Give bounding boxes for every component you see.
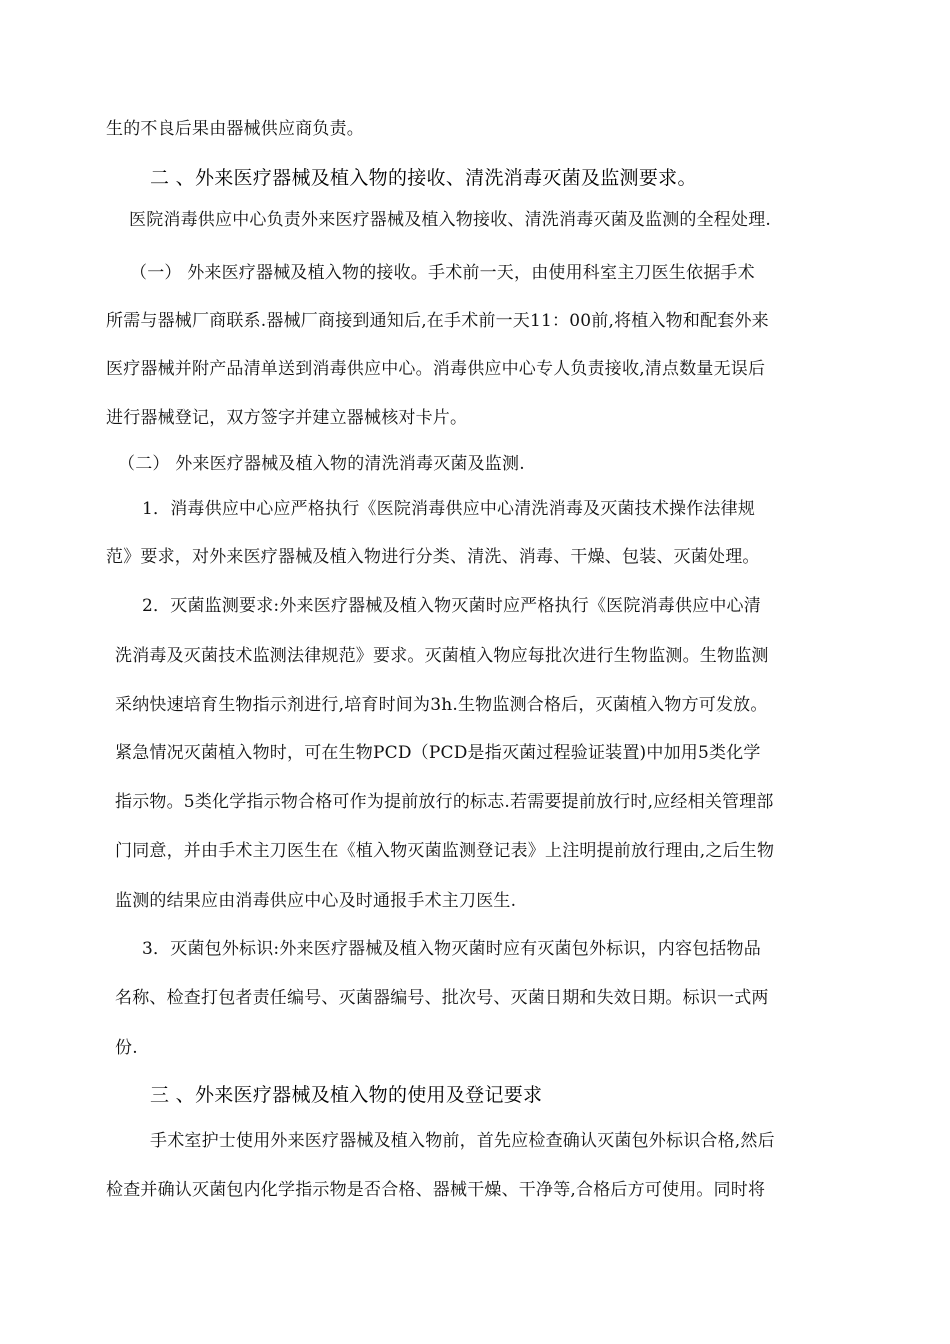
text-line: 名称、检查打包者责任编号、灭菌器编号、批次号、灭菌日期和失效日期。标识一式两: [115, 988, 769, 1008]
text-line: （二） 外来医疗器械及植入物的清洗消毒灭菌及监测.: [118, 454, 525, 474]
text-line: 份.: [115, 1038, 138, 1058]
text-line: 所需与器械厂商联系.器械厂商接到通知后,在手术前一天11：00前,将植入物和配套外来: [106, 311, 769, 331]
text-line: 洗消毒及灭菌技术监测法律规范》要求。灭菌植入物应每批次进行生物监测。生物监测: [115, 646, 769, 666]
text-line: 生的不良后果由器械供应商负责。: [106, 119, 364, 139]
text-line: 医院消毒供应中心负责外来医疗器械及植入物接收、清洗消毒灭菌及监测的全程处理.: [129, 210, 772, 230]
text-line: 门同意，并由手术主刀医生在《植入物灭菌监测登记表》上注明提前放行理由,之后生物: [115, 841, 775, 861]
text-line: 紧急情况灭菌植入物时，可在生物PCD（PCD是指灭菌过程验证装置)中加用5类化学: [115, 743, 761, 763]
text-line: 3．灭菌包外标识:外来医疗器械及植入物灭菌时应有灭菌包外标识，内容包括物品: [142, 939, 761, 959]
text-line: 监测的结果应由消毒供应中心及时通报手术主刀医生.: [115, 891, 517, 911]
text-line: （一） 外来医疗器械及植入物的接收。手术前一天，由使用科室主刀医生依据手术: [130, 263, 755, 283]
text-line: 1．消毒供应中心应严格执行《医院消毒供应中心清洗消毒及灭菌技术操作法律规: [142, 499, 756, 519]
section-heading: 三 、外来医疗器械及植入物的使用及登记要求: [150, 1084, 543, 1106]
text-line: 范》要求，对外来医疗器械及植入物进行分类、清洗、消毒、干燥、包装、灭菌处理。: [106, 547, 760, 567]
text-line: 2．灭菌监测要求:外来医疗器械及植入物灭菌时应严格执行《医院消毒供应中心清: [142, 596, 761, 616]
text-line: 检查并确认灭菌包内化学指示物是否合格、器械干燥、干净等,合格后方可使用。同时将: [106, 1180, 766, 1200]
text-line: 指示物。5类化学指示物合格可作为提前放行的标志.若需要提前放行时,应经相关管理部: [115, 792, 774, 812]
section-heading: 二 、外来医疗器械及植入物的接收、清洗消毒灭菌及监测要求。: [150, 167, 697, 189]
text-line: 进行器械登记，双方签字并建立器械核对卡片。: [106, 408, 468, 428]
text-line: 采纳快速培育生物指示剂进行,培育时间为3h.生物监测合格后，灭菌植入物方可发放。: [115, 695, 768, 715]
text-line: 手术室护士使用外来医疗器械及植入物前，首先应检查确认灭菌包外标识合格,然后: [150, 1131, 775, 1151]
text-line: 医疗器械并附产品清单送到消毒供应中心。消毒供应中心专人负责接收,清点数量无误后: [106, 359, 766, 379]
